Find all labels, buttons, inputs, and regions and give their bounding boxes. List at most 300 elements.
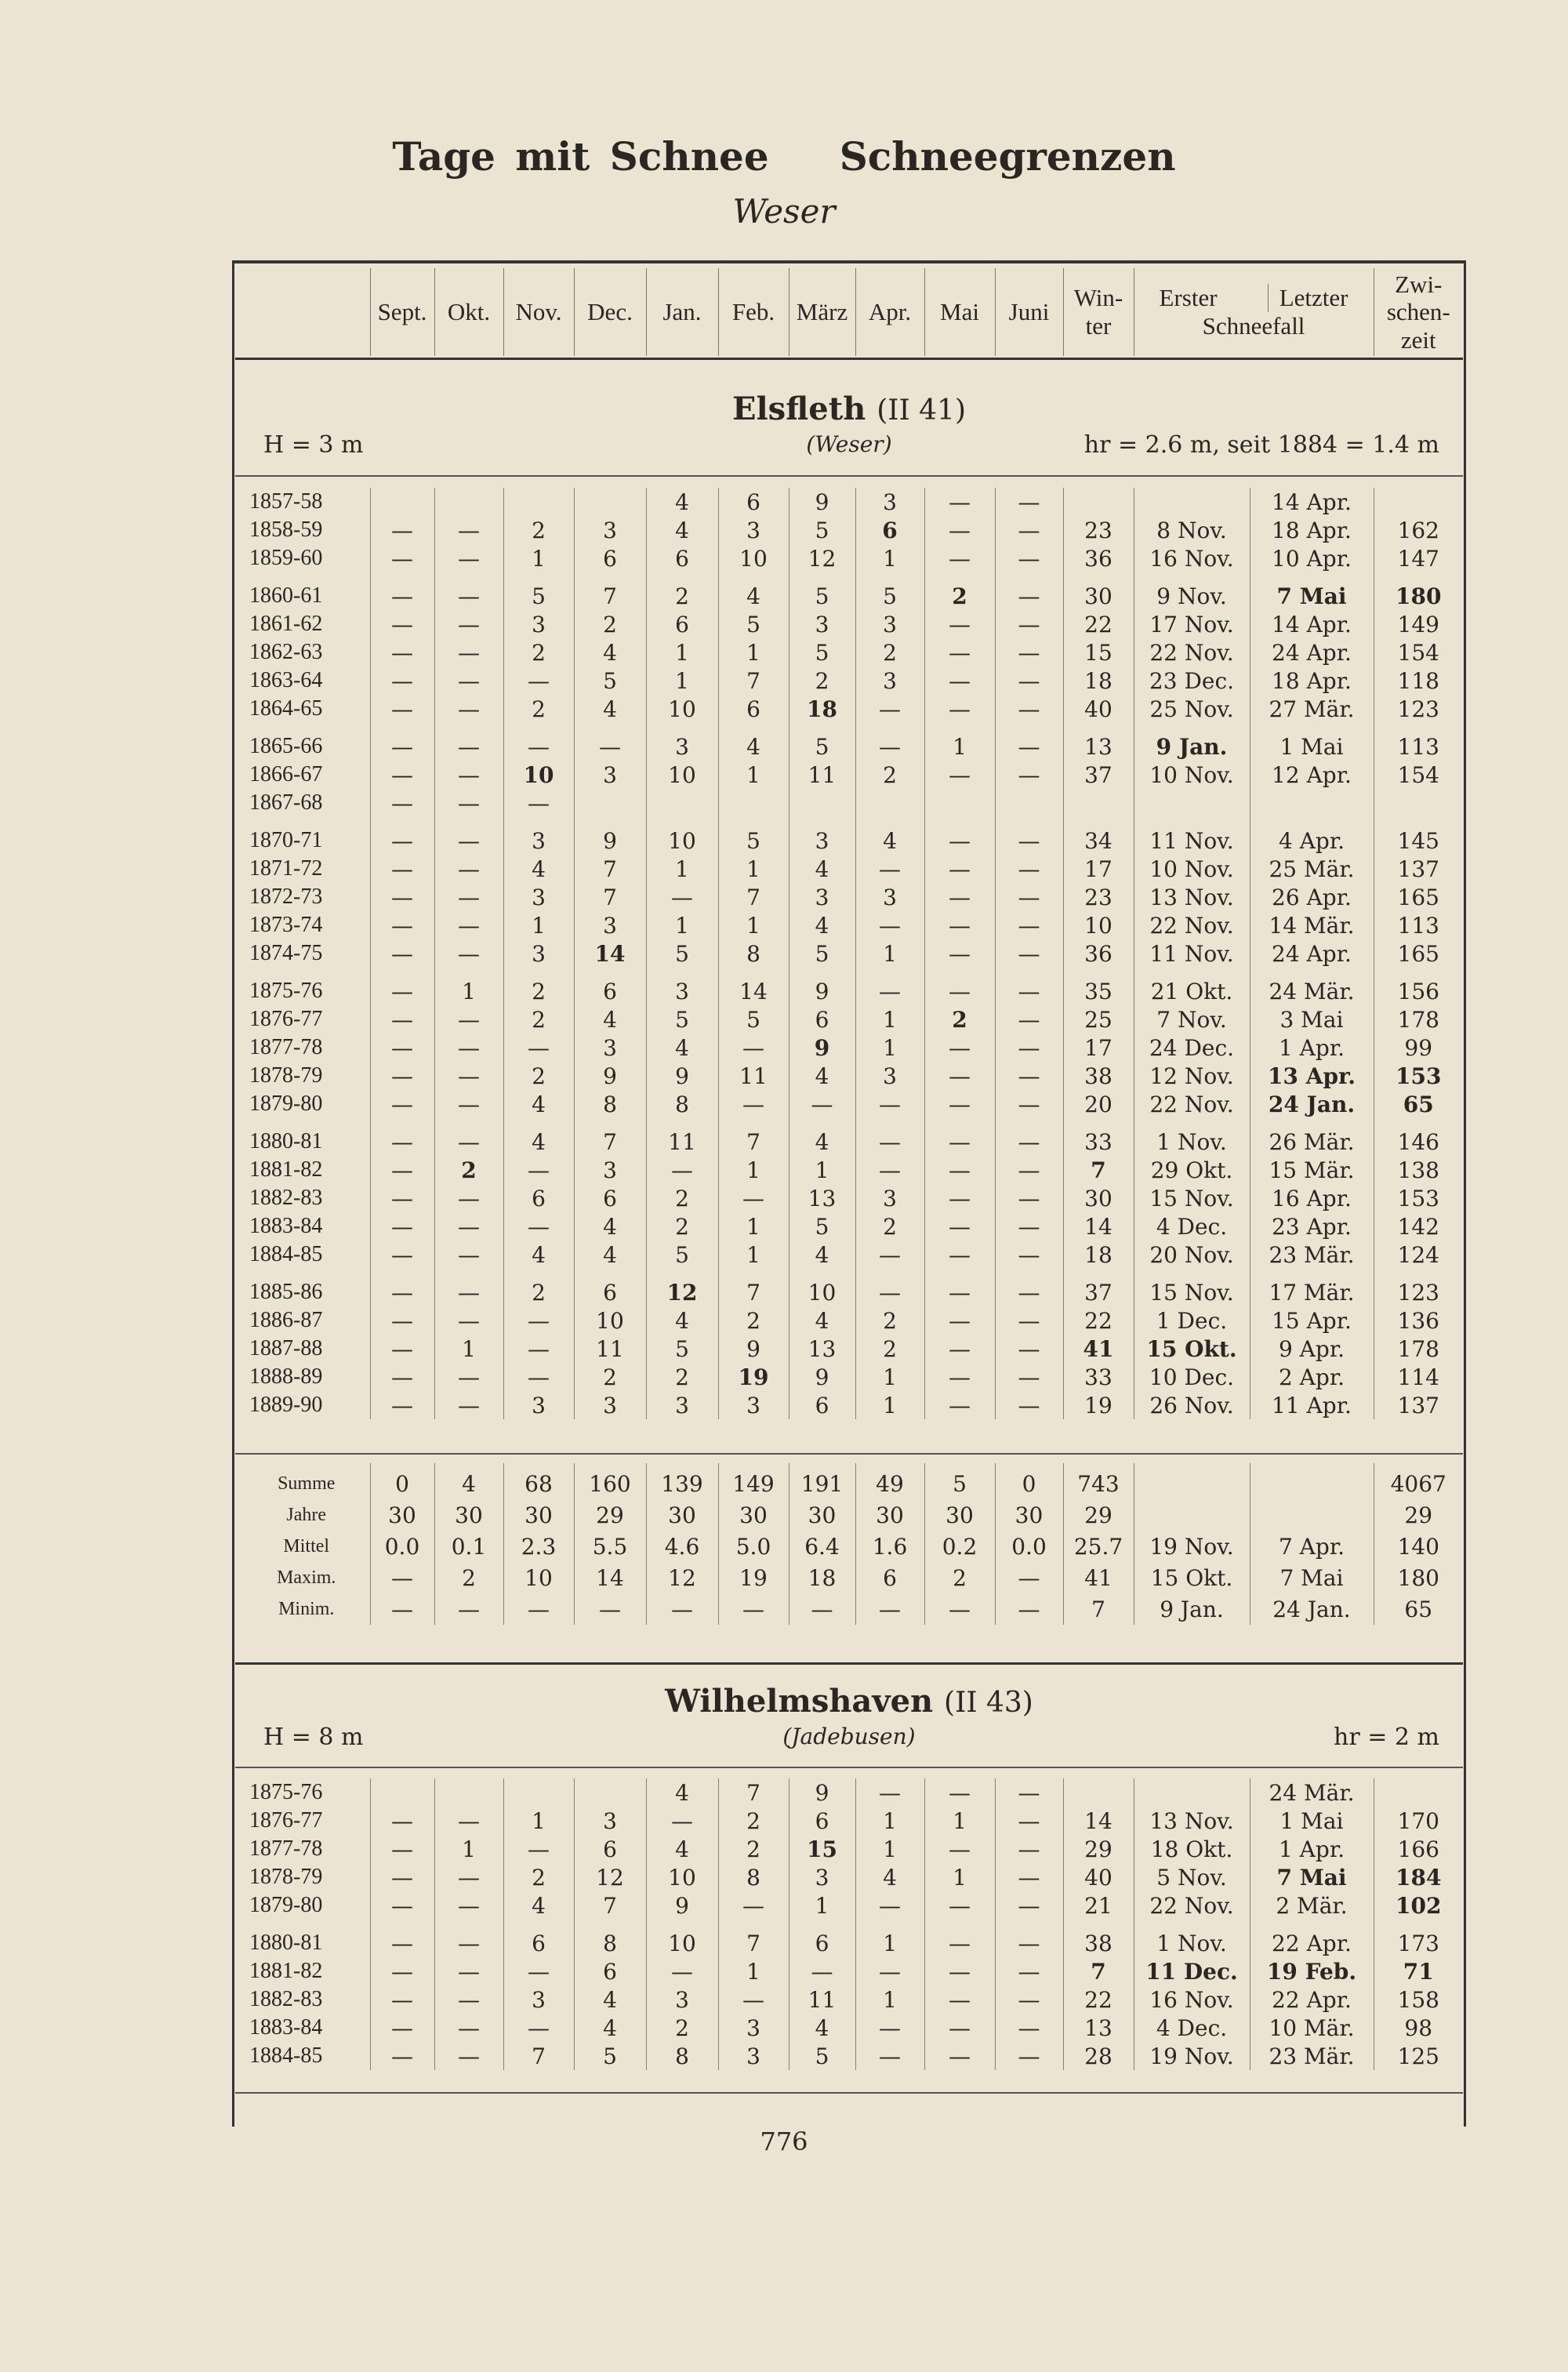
value-cell: 4 [574,1240,646,1269]
value-cell: — [370,516,434,544]
value-cell: 1 [718,911,789,939]
value-cell: — [370,761,434,789]
value-cell: 149 [718,1463,789,1499]
value-cell: — [924,610,995,638]
table-row [243,1156,1463,1184]
value-cell: 1 [434,1335,503,1363]
value-cell: — [370,855,434,883]
value-cell: 1 [718,1957,789,1985]
value-cell: 38 [1063,1062,1134,1090]
season-cell: 1858-59 [249,518,323,542]
value-cell: — [924,1985,995,2014]
value-cell: 5 [789,582,855,610]
value-cell [855,789,924,817]
value-cell: 1 Mai [1250,1807,1374,1835]
gap-cell [434,968,503,977]
value-cell: — [434,1306,503,1335]
value-cell: 4067 [1374,1463,1463,1499]
value-cell: — [370,1891,434,1920]
value-cell: 17 [1063,855,1134,883]
value-cell: 7 Mai [1250,582,1374,610]
gap-cell [243,723,370,732]
value-cell: — [995,1090,1063,1118]
value-cell: 68 [503,1463,574,1499]
season-cell: 1882-83 [249,1186,323,1210]
season-cell: 1866-67 [249,762,323,786]
value-cell: — [370,1593,434,1625]
value-cell: 3 [503,883,574,911]
header-between-line: Zwi- [1395,270,1443,298]
value-cell: — [434,544,503,572]
value-cell: 170 [1374,1807,1463,1835]
table-row [243,582,1463,610]
stats-label: Jahre [286,1504,327,1525]
value-cell: 19 Nov. [1134,1531,1250,1562]
value-cell: — [924,695,995,723]
value-cell: 11 Dec. [1134,1957,1250,1985]
value-cell: — [924,638,995,667]
value-cell: — [995,1957,1063,1985]
value-cell: 102 [1374,1891,1463,1920]
value-cell: 2 [855,1335,924,1363]
value-cell: — [995,1778,1063,1807]
value-cell: 4 [574,638,646,667]
gap-cell [995,1920,1063,1929]
value-cell: 137 [1374,1391,1463,1419]
value-cell: 9 [646,1062,718,1090]
value-cell: — [995,1891,1063,1920]
value-cell: 29 Okt. [1134,1156,1250,1184]
value-cell: 7 [718,667,789,695]
value-cell: — [995,1306,1063,1335]
value-cell: 18 Apr. [1250,667,1374,695]
value-cell: 6 [789,1005,855,1033]
table-row [243,1033,1463,1062]
season-cell: 1864-65 [249,696,323,721]
value-cell: 1 [789,1891,855,1920]
value-cell: 30 [718,1499,789,1531]
value-cell: — [370,582,434,610]
value-cell: 1 [924,1807,995,1835]
table-row [243,1957,1463,1985]
value-cell: — [995,2014,1063,2042]
value-cell [503,1778,574,1807]
value-cell: 1 [646,638,718,667]
value-cell: 6 [718,488,789,516]
value-cell: 6 [574,1278,646,1306]
row-gap [243,1118,1463,1128]
value-cell: 15 [789,1835,855,1863]
station-height: H = 8 m [263,1724,364,1751]
header-winter-line: Win- [1073,284,1123,312]
value-cell: 4 [789,1306,855,1335]
gap-cell [434,572,503,582]
value-cell: — [434,1863,503,1891]
value-cell: — [434,826,503,855]
value-cell: 5 [574,667,646,695]
gap-cell [370,968,434,977]
value-cell: 6 [574,1957,646,1985]
gap-cell [434,1269,503,1278]
value-cell: — [924,855,995,883]
value-cell: 9 Nov. [1134,582,1250,610]
value-cell: 10 [1063,911,1134,939]
value-cell: 165 [1374,939,1463,968]
value-cell: 3 [646,977,718,1005]
season-cell: 1871-72 [249,856,323,881]
value-cell: 8 Nov. [1134,516,1250,544]
value-cell [1250,789,1374,817]
value-cell: — [434,638,503,667]
gap-cell [789,723,855,732]
value-cell: — [503,1156,574,1184]
value-cell: 3 [789,826,855,855]
value-cell: 8 [718,1863,789,1891]
header-month: Apr. [855,268,924,356]
value-cell: — [995,638,1063,667]
value-cell: — [503,1306,574,1335]
value-cell [1374,1778,1463,1807]
season-cell: 1862-63 [249,640,323,664]
value-cell: 4 [574,1005,646,1033]
value-cell: 118 [1374,667,1463,695]
value-cell: — [434,1062,503,1090]
value-cell: 3 [789,1863,855,1891]
value-cell: 2 [718,1807,789,1835]
value-cell: 8 [646,2042,718,2070]
value-cell: 21 Okt. [1134,977,1250,1005]
value-cell: — [924,1128,995,1156]
table-row [243,1835,1463,1863]
gap-cell [243,1269,370,1278]
gap-cell [574,817,646,826]
value-cell: 3 [574,1391,646,1419]
value-cell: 29 [1063,1835,1134,1863]
stats-row [243,1562,1463,1593]
value-cell: — [924,488,995,516]
gap-cell [1250,968,1374,977]
value-cell: — [434,732,503,761]
value-cell: 2 [503,516,574,544]
value-cell: 1 [646,855,718,883]
value-cell: — [924,1335,995,1363]
value-cell: 7 [1063,1156,1134,1184]
value-cell: — [434,911,503,939]
value-cell: — [503,1335,574,1363]
value-cell: 5 [718,1005,789,1033]
value-cell: 3 [574,911,646,939]
value-cell: — [995,1391,1063,1419]
value-cell: 19 [718,1363,789,1391]
table-row [243,1863,1463,1891]
season-cell: 1888-89 [249,1364,323,1389]
value-cell: — [995,1335,1063,1363]
value-cell: — [370,1156,434,1184]
value-cell: 65 [1374,1593,1463,1625]
table-row [243,544,1463,572]
value-cell: 5 [646,1240,718,1269]
value-cell: 1 [718,1212,789,1240]
gap-cell [1134,1920,1250,1929]
value-cell: 158 [1374,1985,1463,2014]
value-cell: 1 [924,732,995,761]
value-cell: 4 [574,1985,646,2014]
gap-cell [1374,1920,1463,1929]
value-cell: — [503,1835,574,1863]
gap-cell [995,817,1063,826]
value-cell: — [503,1593,574,1625]
value-cell: 24 Jan. [1250,1090,1374,1118]
value-cell: — [924,826,995,855]
value-cell: 23 [1063,516,1134,544]
gap-cell [243,1920,370,1929]
value-cell: 4 [789,855,855,883]
value-cell: 1 Nov. [1134,1929,1250,1957]
value-cell: 162 [1374,516,1463,544]
season-cell: 1881-82 [249,1959,323,1983]
value-cell: 24 Apr. [1250,638,1374,667]
gap-cell [574,723,646,732]
value-cell [370,1778,434,1807]
gap-cell [789,1118,855,1128]
value-cell: — [434,1184,503,1212]
header-rule [235,358,1463,360]
value-cell: 1 [855,1363,924,1391]
value-cell: 4 [574,1212,646,1240]
value-cell: — [855,1957,924,1985]
value-cell: 6 [855,516,924,544]
value-cell: — [718,1033,789,1062]
value-cell: 2 [646,1212,718,1240]
gap-cell [243,572,370,582]
value-cell: — [370,610,434,638]
value-cell: 9 [789,977,855,1005]
header-between-line: zeit [1400,325,1436,354]
value-cell: — [924,1062,995,1090]
value-cell: 1 [855,1391,924,1419]
value-cell: — [995,695,1063,723]
value-cell: 2 [503,1278,574,1306]
value-cell: 29 [574,1499,646,1531]
value-cell: 14 Mär. [1250,911,1374,939]
gap-cell [924,817,995,826]
season-cell: 1870-71 [249,828,323,852]
value-cell: 30 [434,1499,503,1531]
value-cell: — [434,939,503,968]
gap-cell [789,1269,855,1278]
station-name: Elsfleth [731,390,866,427]
value-cell: 3 [855,883,924,911]
value-cell: 160 [574,1463,646,1499]
station-rule [235,1767,1463,1768]
value-cell: 145 [1374,826,1463,855]
value-cell: 1 [434,1835,503,1863]
season-cell: 1880-81 [249,1129,323,1153]
value-cell: 7 [1063,1593,1134,1625]
value-cell: — [370,1835,434,1863]
gap-cell [1374,968,1463,977]
value-cell: 7 Apr. [1250,1531,1374,1562]
value-cell: 36 [1063,939,1134,968]
stats-row [243,1463,1463,1499]
value-cell: 2 [924,1005,995,1033]
value-cell: 4 [503,1240,574,1269]
value-cell: 24 Mär. [1250,977,1374,1005]
value-cell: — [370,695,434,723]
table-row [243,695,1463,723]
value-cell: 12 [646,1562,718,1593]
value-cell [503,488,574,516]
value-cell: 4 [646,1835,718,1863]
value-cell: 3 [503,1391,574,1419]
value-cell: 123 [1374,1278,1463,1306]
value-cell: 165 [1374,883,1463,911]
stats-row [243,1499,1463,1531]
value-cell: — [503,1033,574,1062]
value-cell: 156 [1374,977,1463,1005]
gap-cell [434,1118,503,1128]
gap-cell [574,1269,646,1278]
value-cell: 5 [718,826,789,855]
gap-cell [855,1920,924,1929]
season-cell: 1877-78 [249,1836,323,1861]
value-cell: 1 [855,1929,924,1957]
value-cell: 4 [574,695,646,723]
station-name-line [235,390,1463,427]
value-cell: 26 Nov. [1134,1391,1250,1419]
gap-cell [789,968,855,977]
value-cell: — [370,883,434,911]
value-cell: 5 [718,610,789,638]
station-separator [235,1662,1463,1665]
value-cell: — [924,761,995,789]
gap-cell [646,723,718,732]
value-cell: 11 Apr. [1250,1391,1374,1419]
value-cell: — [995,1835,1063,1863]
value-cell: 9 [574,826,646,855]
value-cell: 30 [646,1499,718,1531]
table-row [243,1184,1463,1212]
station-table-elsfleth [243,488,1463,1419]
value-cell: — [855,1778,924,1807]
gap-cell [855,968,924,977]
value-cell: 123 [1374,695,1463,723]
value-cell: 184 [1374,1863,1463,1891]
value-cell: — [370,1391,434,1419]
value-cell: 14 [574,939,646,968]
value-cell: 22 [1063,610,1134,638]
value-cell: — [995,1240,1063,1269]
value-cell: 15 Nov. [1134,1184,1250,1212]
value-cell: 11 Nov. [1134,826,1250,855]
value-cell: 113 [1374,911,1463,939]
season-cell: 1883-84 [249,2015,323,2040]
value-cell: 4 [789,911,855,939]
value-cell: 2 [718,1306,789,1335]
table-row [243,1278,1463,1306]
value-cell: 6 [646,610,718,638]
value-cell: 1 [718,761,789,789]
value-cell: 10 [503,1562,574,1593]
value-cell: 10 Mär. [1250,2014,1374,2042]
value-cell: 3 [855,667,924,695]
value-cell: — [995,1128,1063,1156]
value-cell: — [924,1593,995,1625]
value-cell: 2 [434,1156,503,1184]
value-cell: 147 [1374,544,1463,572]
value-cell: — [924,1835,995,1863]
value-cell: 6.4 [789,1531,855,1562]
value-cell: — [995,2042,1063,2070]
value-cell: 166 [1374,1835,1463,1863]
value-cell: 23 Apr. [1250,1212,1374,1240]
value-cell [924,789,995,817]
value-cell: 7 [718,883,789,911]
value-cell: — [370,1240,434,1269]
value-cell [434,488,503,516]
value-cell: 10 [646,1929,718,1957]
value-cell: 99 [1374,1033,1463,1062]
value-cell: 0.1 [434,1531,503,1562]
value-cell: — [370,1985,434,2014]
value-cell: — [995,1863,1063,1891]
value-cell: 137 [1374,855,1463,883]
value-cell: 8 [574,1929,646,1957]
value-cell: — [924,667,995,695]
gap-cell [1250,817,1374,826]
value-cell: 4 [646,516,718,544]
gap-cell [243,1118,370,1128]
value-cell: — [370,638,434,667]
value-cell [1134,1463,1250,1499]
value-cell: 49 [855,1463,924,1499]
value-cell: — [434,582,503,610]
value-cell: — [370,1807,434,1835]
value-cell: 15 Apr. [1250,1306,1374,1335]
season-cell: 1887-88 [249,1336,323,1360]
gap-cell [1134,1118,1250,1128]
value-cell: 6 [789,1807,855,1835]
gap-cell [789,572,855,582]
value-cell: 2 [434,1562,503,1593]
value-cell: 1 Dec. [1134,1306,1250,1335]
value-cell: — [370,1335,434,1363]
value-cell: 0.0 [995,1531,1063,1562]
gap-cell [574,572,646,582]
gap-cell [243,968,370,977]
value-cell: 7 [718,1128,789,1156]
value-cell: — [370,1212,434,1240]
value-cell: — [434,1128,503,1156]
gap-cell [1250,723,1374,732]
table-row [243,1005,1463,1033]
gap-cell [370,1118,434,1128]
value-cell: — [995,1807,1063,1835]
value-cell: 13 Nov. [1134,1807,1250,1835]
page-title [0,133,1568,180]
value-cell: 14 Apr. [1250,610,1374,638]
table-row [243,610,1463,638]
value-cell: — [646,1593,718,1625]
value-cell: 6 [646,544,718,572]
value-cell: 2 [718,1835,789,1863]
stats-label: Mittel [283,1535,330,1557]
season-cell: 1876-77 [249,1808,323,1833]
station-river: (Jadebusen) [782,1724,916,1749]
value-cell: 15 Nov. [1134,1278,1250,1306]
value-cell: 1 [789,1156,855,1184]
gap-cell [1250,1269,1374,1278]
